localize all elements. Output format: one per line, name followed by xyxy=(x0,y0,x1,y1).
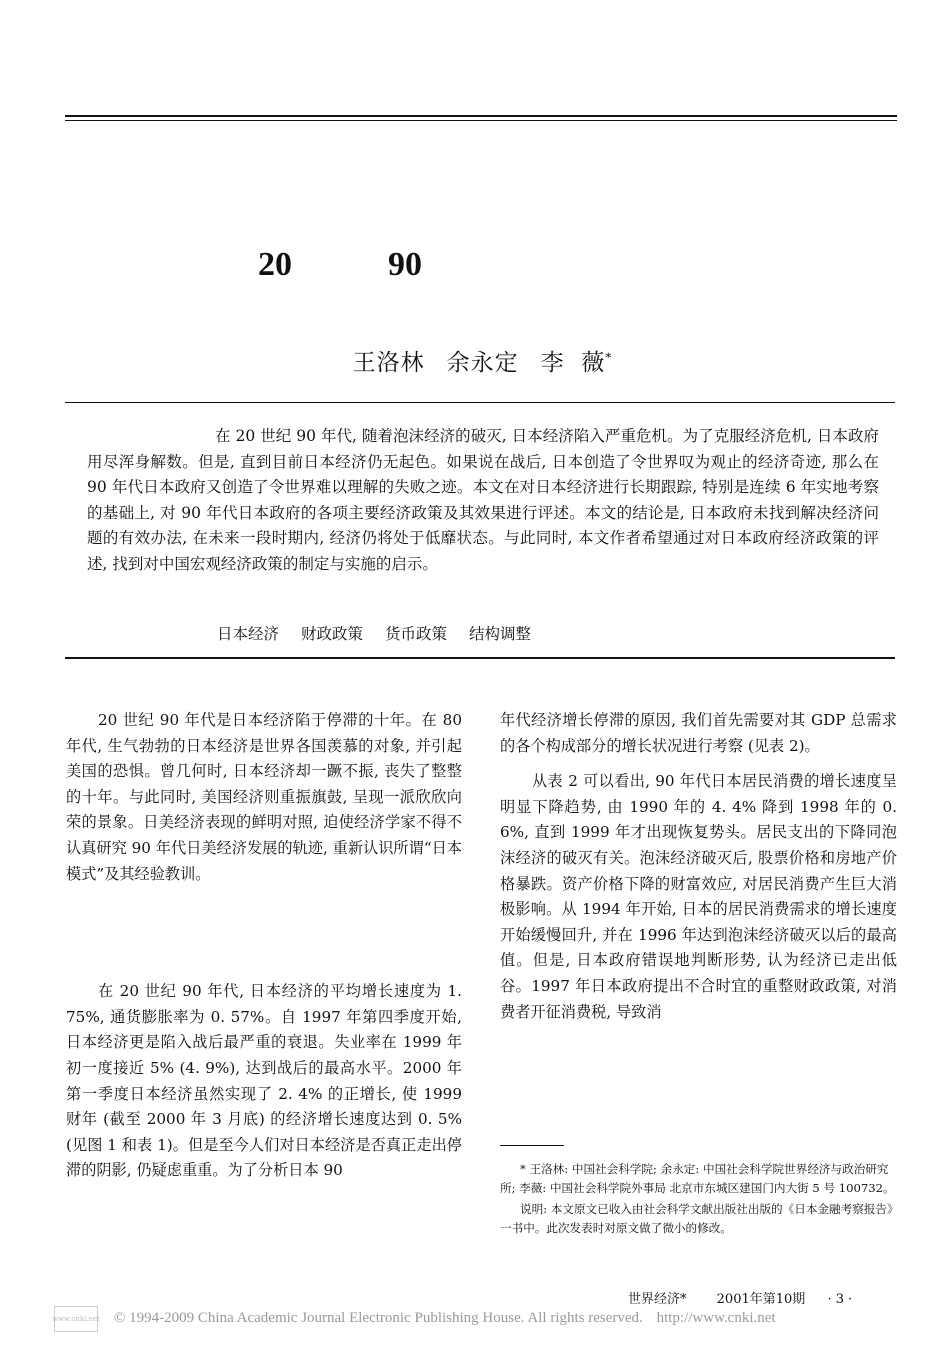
publication-note-footnote: 说明: 本文原文已收入由社会科学文献出版社出版的《日本金融考察报告》一书中。此次发表时对原文做了微小的修改。 xyxy=(500,1202,893,1235)
cnki-url[interactable]: http://www.cnki.net xyxy=(656,1310,776,1326)
abstract-text: 在 20 世纪 90 年代, 随着泡沫经济的破灭, 日本经济陷入严重危机。为了克服经济危机, 日本政府用尽浑身解数。但是, 直到目前日本经济仍无起色。如果说在战后, 日本创造了令世界叹为观止的经济奇迹, 那么在 90 年代日本政府又创造了令世界难以理解的失败之迹。本文在对日本经济进行长期跟踪, 特别是连续 6 年实地考察的基础上, 对 90 年代日本政府的各项主要经济政策及其效果进行评述。本文的结论是, 日本政府未找到解决经济问题的有效办法, 在未来一段时期内, 经济仍将处于低靡状态。与此同时, 本文作者希望通过对日本政府经济政策的评述, 找到对中国宏观经济政策的制定与实施的启示。 xyxy=(87,427,879,573)
issue-number: 2001年第10期 xyxy=(716,1292,806,1307)
header-rule-thin xyxy=(65,120,897,121)
author-list xyxy=(336,318,612,377)
author-name: 李 薇 xyxy=(540,350,606,376)
page-number: · 3 · xyxy=(827,1292,853,1307)
body-paragraph: 年代经济增长停滞的原因, 我们首先需要对其 GDP 总需求的各个构成部分的增长状况进行考察 (见表 2)。 xyxy=(500,711,897,755)
author-footnote-mark: * xyxy=(605,350,613,365)
body-right-column xyxy=(500,708,897,1025)
title-number-90: 90 xyxy=(388,246,422,283)
author-name: 余永定 xyxy=(446,350,519,376)
body-paragraph: 在 20 世纪 90 年代, 日本经济的平均增长速度为 1. 75%, 通货膨胀率为 0. 57%。自 1997 年第四季度开始, 日本经济更是陷入战后最严重的衰退。失业率在 1999 年初一度接近 5% (4. 9%), 达到战后的最高水平。2000 年第一季度日本经济虽然实现了 2. 4% 的正增长, 使 1999 财年 (截至 2000 年 3 月底) 的经济增长速度达到 0. 5% (见图 1 和表 1)。但是至今人们对日本经济是否真正走出停滞的阴影, 仍疑虑重重。为了分析日本 90 xyxy=(66,982,462,1180)
copyright-bar xyxy=(114,1310,776,1327)
keyword: 财政政策 xyxy=(301,625,364,643)
body-paragraph: 20 世纪 90 年代是日本经济陷于停滞的十年。在 80 年代, 生气勃勃的日本经济是世界各国羡慕的对象, 并引起美国的恐惧。曾几何时, 日本经济却一蹶不振, 丧失了整整的十年。与此同时, 美国经济则重振旗鼓, 呈现一派欣欣向荣的景象。日美经济表现的鲜明对照, 迫使经济学家不得不认真研究 90 年代日美经济发展的轨迹, 重新认识所谓“日本模式”及其经验教训。 xyxy=(66,711,462,883)
header-rule-thick xyxy=(65,115,897,117)
cnki-logo-text: www.cnki.net xyxy=(52,1315,100,1323)
title-number-20: 20 xyxy=(258,246,292,283)
keyword: 日本经济 xyxy=(217,625,280,643)
author-name: 王洛林 xyxy=(352,350,425,376)
copyright-text: © 1994-2009 China Academic Journal Electronic Publishing House. All rights reserved. xyxy=(114,1310,643,1326)
footnotes xyxy=(500,1160,897,1238)
author-affiliation-footnote: * 王洛林: 中国社会科学院; 余永定: 中国社会科学院世界经济与政治研究所; 李薇: 中国社会科学院外事局 北京市东城区建国门内大街 5 号 100732。 xyxy=(500,1162,895,1195)
journal-name: 世界经济* xyxy=(628,1292,687,1307)
body-paragraph: 从表 2 可以看出, 90 年代日本居民消费的增长速度呈明显下降趋势, 由 1990 年的 4. 4% 降到 1998 年的 0. 6%, 直到 1999 年才出现恢复势头。居民支出的下降同泡沫经济的破灭有关。泡沫经济破灭后, 股票价格和房地产价格暴跌。资产价格下降的财富效应, 对居民消费产生巨大消极影响。从 1994 年开始, 日本的居民消费需求的增长速度开始缓慢回升, 并在 1996 年达到泡沫经济破灭以后的最高值。但是, 日本政府错误地判断形势, 认为经济已走出低谷。1997 年日本政府提出不合时宜的重整财政政策, 对消费者开征消费税, 导致消 xyxy=(500,772,897,1021)
abstract xyxy=(87,424,879,577)
keyword: 结构调整 xyxy=(469,625,532,643)
keyword: 货币政策 xyxy=(385,625,448,643)
page-footer xyxy=(628,1288,852,1307)
footnote-separator xyxy=(500,1145,564,1146)
abstract-bottom-rule xyxy=(65,657,895,659)
keywords xyxy=(217,622,553,644)
abstract-top-rule xyxy=(65,402,895,403)
cnki-logo xyxy=(54,1306,98,1332)
body-left-column xyxy=(66,708,462,1184)
